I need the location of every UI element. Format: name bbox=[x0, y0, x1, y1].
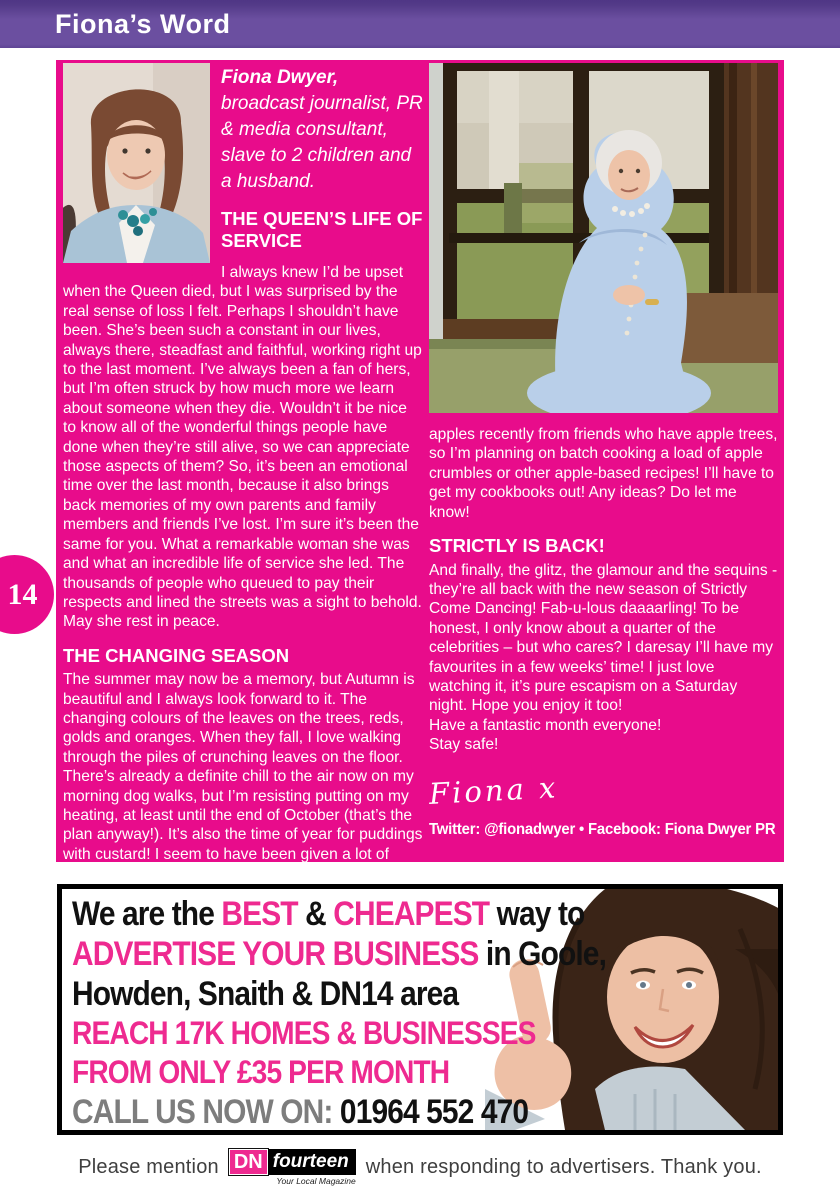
ad-line-6 bbox=[72, 1092, 606, 1132]
ad-l1-black3: way to bbox=[489, 895, 585, 933]
logo-dn-mark: DN bbox=[229, 1149, 268, 1175]
article-right-column bbox=[429, 63, 778, 839]
signature: Fiona x bbox=[428, 769, 560, 811]
page-title: Fiona’s Word bbox=[55, 9, 231, 39]
footer-text-after: when responding to advertisers. Thank you. bbox=[365, 1155, 762, 1178]
strictly-section-heading: STRICTLY IS BACK! bbox=[429, 535, 605, 557]
season-section-body: The summer may now be a memory, but Autumn is beautiful and I always look forward to it. The changing colours of the leaves on the trees, reds, golds and oranges. When they fall, I love walking through the piles of crunching leaves on the floor. There’s already a definite chill to the air now on my morning dog walks, but I’m resisting putting on my heating, at least until the end of October (that’s the plan anyway!). It’s also the time of year for puddings with custard! I seem to have been given a lot of bbox=[63, 671, 423, 863]
strictly-text: And finally, the glitz, the glamour and the sequins - they’re all back with the new season of Strictly Come Dancing! Fab-u-lous daaaarling! To be honest, I only know about a quarter of the celebrities – but who cares? I daresay I’ll have my favourites in a few weeks’ time! I just love watching it, it’s pure escapism on a Saturday night. Hope you enjoy it too! bbox=[429, 561, 778, 715]
logo-tagline: Your Local Magazine bbox=[276, 1175, 356, 1186]
ad-l1-pink1: BEST bbox=[221, 895, 298, 933]
strictly-section-body bbox=[429, 561, 778, 755]
ad-l1-pink2: CHEAPEST bbox=[333, 895, 490, 933]
ad-phone-number: 01964 552 470 bbox=[339, 1093, 529, 1131]
advert-box bbox=[57, 884, 783, 1135]
article-box bbox=[56, 60, 784, 862]
ad-l2-black: in Goole, bbox=[478, 935, 607, 973]
ad-line-5 bbox=[72, 1053, 606, 1092]
ad-l4-pink: REACH 17K HOMES & BUSINESSES bbox=[72, 1015, 536, 1051]
queen-section-heading: THE QUEEN’S LIFE OF SERVICE bbox=[221, 208, 423, 251]
strictly-line2: Have a fantastic month everyone! bbox=[429, 716, 662, 734]
ad-text bbox=[72, 894, 679, 1132]
apples-paragraph: apples recently from friends who have apple trees, so I’m planning on batch cooking a load of apple crumbles or other apple-based recipes! I’ll have to get my cookbooks out! Any ideas? Do let me know! bbox=[429, 426, 778, 521]
ad-l1-black2: & bbox=[297, 895, 334, 933]
article-left-column bbox=[63, 63, 423, 864]
page-number-badge bbox=[0, 555, 54, 634]
ad-line-1 bbox=[72, 894, 606, 934]
fiona-portrait-photo bbox=[63, 63, 210, 263]
author-description: broadcast journalist, PR & media consultant, slave to 2 children and a husband. bbox=[221, 93, 423, 192]
strictly-line3: Stay safe! bbox=[429, 736, 499, 754]
ad-l2-pink: ADVERTISE YOUR BUSINESS bbox=[72, 935, 479, 973]
ad-line-2 bbox=[72, 934, 606, 974]
social-line: Twitter: @fionadwyer • Facebook: Fiona Dwyer PR bbox=[429, 820, 776, 838]
footer-text-before: Please mention bbox=[78, 1155, 219, 1178]
queen-section-body: I always knew I’d be upset when the Queen died, but I was surprised by the real sense of loss I felt. Perhaps I shouldn’t have been. She’s been such a constant in our lives, always there, steadfast and faithful, working right up to the last moment. I’ve always been a fan of hers, but I’m often struck by how much more we learn about someone when they die. Wouldn’t it be nice to know all of the wonderful things people have done when they’re still alive, so we can appreciate those aspects of them? So, it’s been an emotional time over the last month, because it also brings back memories of my own parents and family members and friends I’ve lost. I’m sure it’s been the same for you. What a remarkable woman she was and what an incredible life of service she led. The thousands of people who queued to pay their respects and lined the streets was a sight to behold. May she rest in peace. bbox=[63, 264, 422, 631]
queen-photo bbox=[429, 63, 778, 413]
ad-l1-black1: We are the bbox=[72, 895, 222, 933]
dn-fourteen-logo-top bbox=[229, 1149, 356, 1175]
dn-fourteen-logo bbox=[229, 1149, 356, 1186]
header-band bbox=[0, 0, 840, 48]
ad-line-4 bbox=[72, 1014, 606, 1053]
ad-l6-gray: CALL US NOW ON: bbox=[72, 1093, 340, 1131]
season-section-heading: THE CHANGING SEASON bbox=[63, 644, 290, 666]
ad-l5-pink: FROM ONLY £35 PER MONTH bbox=[72, 1054, 450, 1090]
page-number: 14 bbox=[7, 577, 38, 611]
footer bbox=[0, 1143, 840, 1191]
ad-line-3 bbox=[72, 974, 606, 1014]
ad-l3-black: Howden, Snaith & DN14 area bbox=[72, 975, 459, 1013]
logo-fourteen-mark: fourteen bbox=[268, 1149, 356, 1175]
author-name: Fiona Dwyer, bbox=[221, 67, 339, 88]
